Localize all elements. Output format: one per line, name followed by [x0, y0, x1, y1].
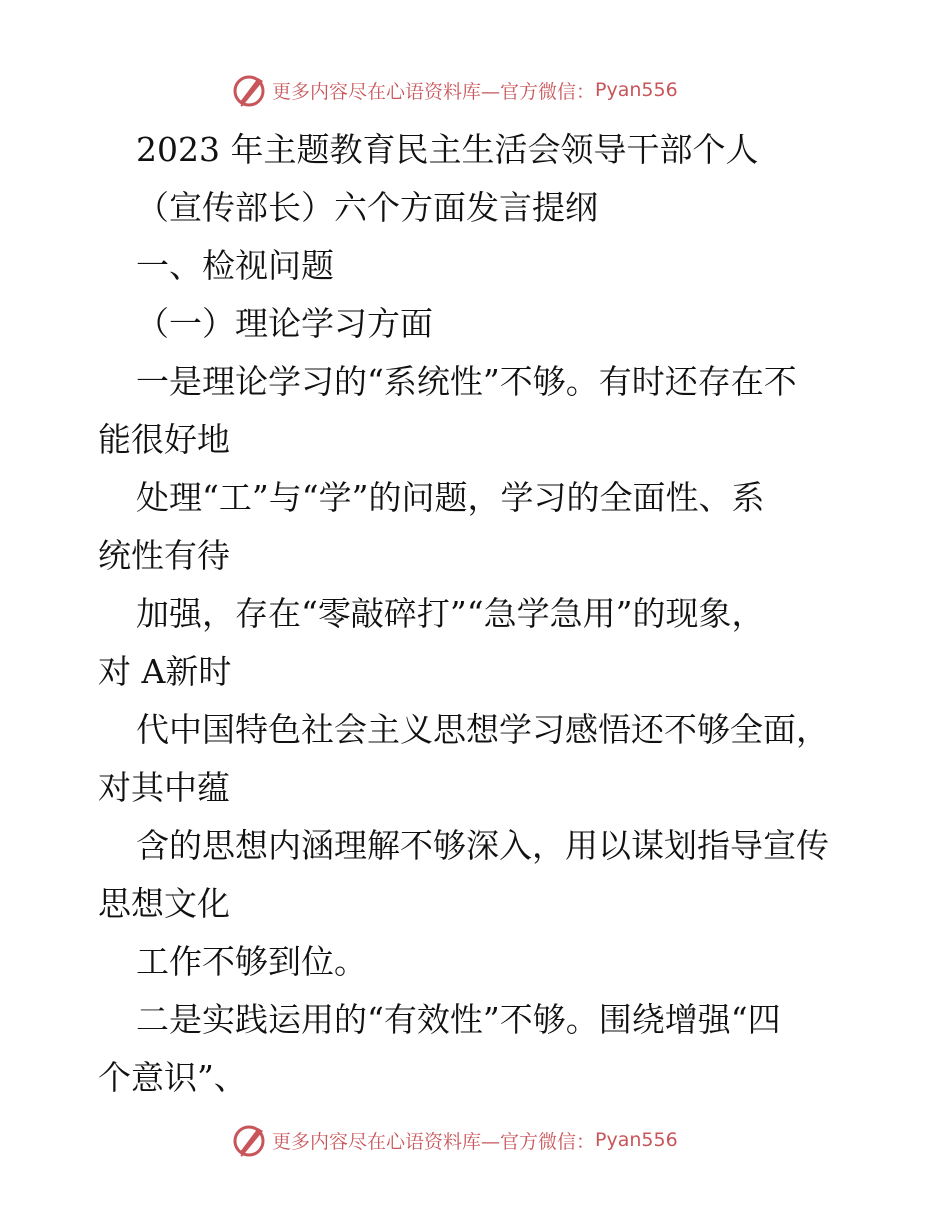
paragraph-line: 个意识”、	[98, 1058, 247, 1097]
header-watermark	[232, 72, 732, 108]
paragraph-line: 代中国特色社会主义思想学习感悟还不够全面，	[136, 710, 829, 749]
paragraph-line: 统性有待	[98, 536, 230, 575]
paragraph-line: 一是理论学习的“系统性”不够。有时还存在不	[136, 362, 797, 401]
watermark-text: 更多内容尽在心语资料库—官方微信：	[272, 80, 596, 103]
title-line-2: （宣传部长）六个方面发言提纲	[136, 188, 598, 227]
watermark-wechat-id: Pyan556	[595, 79, 678, 101]
paragraph-line: 工作不够到位。	[136, 942, 367, 981]
section-heading: 一、检视问题	[136, 246, 334, 285]
quill-pen-icon	[232, 72, 268, 108]
quill-pen-icon	[232, 1122, 268, 1158]
paragraph-line: 二是实践运用的“有效性”不够。围绕增强“四	[136, 1000, 781, 1039]
paragraph-line: 思想文化	[98, 884, 230, 923]
paragraph-line: 加强，存在“零敲碎打”“急学急用”的现象，	[136, 594, 765, 633]
watermark-wechat-id: Pyan556	[595, 1129, 678, 1151]
paragraph-line: 能很好地	[98, 420, 230, 459]
paragraph-line: 处理“工”与“学”的问题，学习的全面性、系	[136, 478, 765, 517]
footer-watermark	[232, 1122, 732, 1158]
paragraph-line: 含的思想内涵理解不够深入，用以谋划指导宣传	[136, 826, 829, 865]
paragraph-line: 对 A新时	[98, 652, 232, 691]
body-text	[98, 121, 858, 1107]
title-line-1: 2023 年主题教育民主生活会领导干部个人	[136, 130, 759, 169]
watermark-text: 更多内容尽在心语资料库—官方微信：	[272, 1130, 596, 1153]
subsection-heading: （一）理论学习方面	[136, 304, 433, 343]
paragraph-line: 对其中蕴	[98, 768, 230, 807]
